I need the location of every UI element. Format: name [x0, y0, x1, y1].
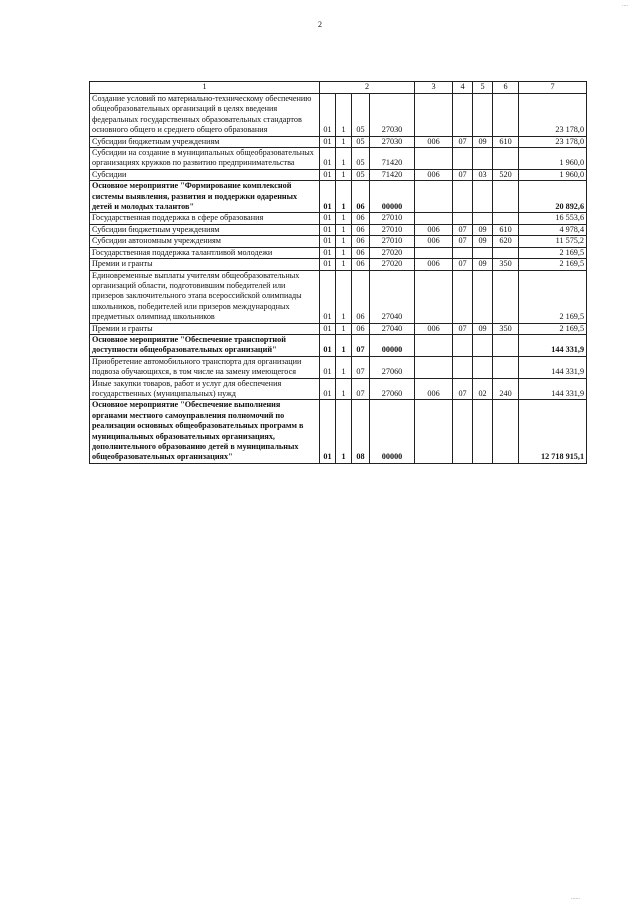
activity-code-cell: 06 [352, 247, 370, 258]
ministry-code-cell: 006 [415, 259, 453, 270]
subsection-code-cell [473, 181, 493, 213]
table-row [90, 136, 587, 147]
expense-type-cell: 240 [493, 378, 519, 400]
direction-code-cell: 27010 [370, 236, 415, 247]
subsection-code-cell: 09 [473, 136, 493, 147]
direction-code-cell: 00000 [370, 334, 415, 356]
subsection-code-cell [473, 400, 493, 463]
page-number: 2 [318, 20, 322, 29]
subsection-code-cell: 03 [473, 169, 493, 180]
program-code-cell: 01 [320, 236, 336, 247]
activity-code-cell: 06 [352, 259, 370, 270]
section-code-cell: 07 [453, 323, 473, 334]
expense-type-cell [493, 247, 519, 258]
ministry-code-cell: 006 [415, 236, 453, 247]
subprogram-code-cell: 1 [336, 181, 352, 213]
subprogram-code-cell: 1 [336, 136, 352, 147]
row-name-cell: Единовременные выплаты учителям общеобразовательных организаций области, подготовившим победителей или призеров заключительного этапа всероссийской олимпиады школьников, победителей или призеров международных предметных олимпиад школьников [90, 270, 320, 323]
direction-code-cell: 71420 [370, 169, 415, 180]
header-cell-4: 4 [453, 82, 473, 94]
activity-code-cell: 07 [352, 334, 370, 356]
subsection-code-cell [473, 270, 493, 323]
expense-type-cell [493, 334, 519, 356]
subprogram-code-cell: 1 [336, 169, 352, 180]
row-name-cell: Основное мероприятие "Обеспечение выполнения органами местного самоуправления полномочий по реализации основных общеобразовательных программ в муниципальных образовательных организациях, дополнительного образованию детей в муниципальных общеобразовательных организациях" [90, 400, 320, 463]
subprogram-code-cell: 1 [336, 400, 352, 463]
section-code-cell: 07 [453, 136, 473, 147]
subsection-code-cell [473, 247, 493, 258]
activity-code-cell: 06 [352, 236, 370, 247]
subprogram-code-cell: 1 [336, 323, 352, 334]
ministry-code-cell [415, 334, 453, 356]
direction-code-cell: 71420 [370, 148, 415, 170]
budget-table [89, 81, 587, 464]
activity-code-cell: 08 [352, 400, 370, 463]
table-row [90, 169, 587, 180]
activity-code-cell: 06 [352, 323, 370, 334]
expense-type-cell: 350 [493, 259, 519, 270]
expense-type-cell: 520 [493, 169, 519, 180]
direction-code-cell: 27030 [370, 94, 415, 137]
corner-mark-bottom: ...... [571, 895, 580, 901]
subprogram-code-cell: 1 [336, 236, 352, 247]
amount-cell: 23 178,0 [519, 136, 587, 147]
activity-code-cell: 06 [352, 224, 370, 235]
expense-type-cell: 610 [493, 224, 519, 235]
subsection-code-cell [473, 334, 493, 356]
program-code-cell: 01 [320, 148, 336, 170]
subprogram-code-cell: 1 [336, 247, 352, 258]
row-name-cell: Субсидии [90, 169, 320, 180]
section-code-cell: 07 [453, 259, 473, 270]
amount-cell: 1 960,0 [519, 148, 587, 170]
program-code-cell: 01 [320, 213, 336, 224]
direction-code-cell: 27020 [370, 259, 415, 270]
row-name-cell: Субсидии бюджетным учреждениям [90, 224, 320, 235]
program-code-cell: 01 [320, 270, 336, 323]
amount-cell: 4 978,4 [519, 224, 587, 235]
activity-code-cell: 05 [352, 94, 370, 137]
direction-code-cell: 00000 [370, 181, 415, 213]
subprogram-code-cell: 1 [336, 334, 352, 356]
header-cell-3: 3 [415, 82, 453, 94]
direction-code-cell: 27010 [370, 213, 415, 224]
amount-cell: 2 169,5 [519, 323, 587, 334]
direction-code-cell: 27030 [370, 136, 415, 147]
expense-type-cell [493, 270, 519, 323]
expense-type-cell [493, 356, 519, 378]
amount-cell: 144 331,9 [519, 356, 587, 378]
section-code-cell: 07 [453, 378, 473, 400]
subprogram-code-cell: 1 [336, 270, 352, 323]
activity-code-cell: 05 [352, 148, 370, 170]
program-code-cell: 01 [320, 378, 336, 400]
ministry-code-cell [415, 94, 453, 137]
ministry-code-cell [415, 247, 453, 258]
row-name-cell: Основное мероприятие "Обеспечение транспортной доступности общеобразовательных организаций" [90, 334, 320, 356]
subsection-code-cell [473, 94, 493, 137]
table-row [90, 356, 587, 378]
section-code-cell [453, 213, 473, 224]
row-name-cell: Государственная поддержка талантливой молодежи [90, 247, 320, 258]
program-code-cell: 01 [320, 136, 336, 147]
row-name-cell: Создание условий по материально-техническому обеспечению общеобразовательных организаций в целях введения федеральных государственных образовательных стандартов основного общего и среднего общего образования [90, 94, 320, 137]
row-name-cell: Приобретение автомобильного транспорта для организации подвоза обучающихся, в том числе на замену имеющегося [90, 356, 320, 378]
expense-type-cell [493, 148, 519, 170]
section-code-cell [453, 94, 473, 137]
ministry-code-cell: 006 [415, 224, 453, 235]
amount-cell: 11 575,2 [519, 236, 587, 247]
amount-cell: 20 892,6 [519, 181, 587, 213]
ministry-code-cell [415, 148, 453, 170]
expense-type-cell [493, 400, 519, 463]
amount-cell: 23 178,0 [519, 94, 587, 137]
ministry-code-cell: 006 [415, 169, 453, 180]
amount-cell: 12 718 915,1 [519, 400, 587, 463]
section-code-cell: 07 [453, 224, 473, 235]
table-row [90, 259, 587, 270]
program-code-cell: 01 [320, 356, 336, 378]
section-code-cell [453, 334, 473, 356]
program-code-cell: 01 [320, 247, 336, 258]
section-code-cell [453, 400, 473, 463]
activity-code-cell: 05 [352, 169, 370, 180]
direction-code-cell: 27020 [370, 247, 415, 258]
table-row [90, 400, 587, 463]
row-name-cell: Премии и гранты [90, 323, 320, 334]
section-code-cell [453, 181, 473, 213]
program-code-cell: 01 [320, 259, 336, 270]
table-row [90, 224, 587, 235]
section-code-cell [453, 270, 473, 323]
amount-cell: 144 331,9 [519, 378, 587, 400]
table-row [90, 94, 587, 137]
subprogram-code-cell: 1 [336, 148, 352, 170]
subsection-code-cell [473, 213, 493, 224]
program-code-cell: 01 [320, 94, 336, 137]
direction-code-cell: 27060 [370, 356, 415, 378]
direction-code-cell: 27040 [370, 323, 415, 334]
program-code-cell: 01 [320, 224, 336, 235]
direction-code-cell: 27060 [370, 378, 415, 400]
section-code-cell [453, 356, 473, 378]
table-row [90, 148, 587, 170]
program-code-cell: 01 [320, 334, 336, 356]
expense-type-cell [493, 181, 519, 213]
table-row [90, 213, 587, 224]
subsection-code-cell: 09 [473, 323, 493, 334]
table-row [90, 334, 587, 356]
subprogram-code-cell: 1 [336, 259, 352, 270]
table-row [90, 378, 587, 400]
ministry-code-cell [415, 270, 453, 323]
corner-mark-top: .... [622, 2, 628, 8]
direction-code-cell: 00000 [370, 400, 415, 463]
amount-cell: 1 960,0 [519, 169, 587, 180]
subsection-code-cell [473, 148, 493, 170]
expense-type-cell [493, 213, 519, 224]
activity-code-cell: 07 [352, 356, 370, 378]
direction-code-cell: 27010 [370, 224, 415, 235]
expense-type-cell: 610 [493, 136, 519, 147]
ministry-code-cell [415, 181, 453, 213]
ministry-code-cell [415, 356, 453, 378]
row-name-cell: Государственная поддержка в сфере образования [90, 213, 320, 224]
row-name-cell: Субсидии бюджетным учреждениям [90, 136, 320, 147]
table-row [90, 236, 587, 247]
section-code-cell: 07 [453, 169, 473, 180]
amount-cell: 2 169,5 [519, 259, 587, 270]
table-row [90, 270, 587, 323]
header-cell-6: 6 [493, 82, 519, 94]
header-cell-5: 5 [473, 82, 493, 94]
row-name-cell: Иные закупки товаров, работ и услуг для обеспечения государственных (муниципальных) нужд [90, 378, 320, 400]
ministry-code-cell [415, 213, 453, 224]
subprogram-code-cell: 1 [336, 378, 352, 400]
table-row [90, 247, 587, 258]
ministry-code-cell: 006 [415, 136, 453, 147]
subprogram-code-cell: 1 [336, 213, 352, 224]
section-code-cell: 07 [453, 236, 473, 247]
amount-cell: 144 331,9 [519, 334, 587, 356]
expense-type-cell [493, 94, 519, 137]
subsection-code-cell: 09 [473, 236, 493, 247]
section-code-cell [453, 247, 473, 258]
table-row [90, 323, 587, 334]
subprogram-code-cell: 1 [336, 356, 352, 378]
direction-code-cell: 27040 [370, 270, 415, 323]
table-row [90, 181, 587, 213]
row-name-cell: Субсидии автономным учреждениям [90, 236, 320, 247]
ministry-code-cell: 006 [415, 323, 453, 334]
amount-cell: 16 553,6 [519, 213, 587, 224]
row-name-cell: Премии и гранты [90, 259, 320, 270]
amount-cell: 2 169,5 [519, 270, 587, 323]
subsection-code-cell: 02 [473, 378, 493, 400]
row-name-cell: Субсидии на создание в муниципальных общеобразовательных организациях кружков по развитию предпринимательства [90, 148, 320, 170]
expense-type-cell: 350 [493, 323, 519, 334]
subprogram-code-cell: 1 [336, 224, 352, 235]
header-cell-1: 1 [90, 82, 320, 94]
ministry-code-cell: 006 [415, 378, 453, 400]
subprogram-code-cell: 1 [336, 94, 352, 137]
row-name-cell: Основное мероприятие "Формирование комплексной системы выявления, развития и поддержки одаренных детей и молодых талантов" [90, 181, 320, 213]
amount-cell: 2 169,5 [519, 247, 587, 258]
subsection-code-cell: 09 [473, 259, 493, 270]
subsection-code-cell: 09 [473, 224, 493, 235]
program-code-cell: 01 [320, 169, 336, 180]
ministry-code-cell [415, 400, 453, 463]
program-code-cell: 01 [320, 323, 336, 334]
program-code-cell: 01 [320, 181, 336, 213]
header-cell-2: 2 [320, 82, 415, 94]
activity-code-cell: 05 [352, 136, 370, 147]
program-code-cell: 01 [320, 400, 336, 463]
subsection-code-cell [473, 356, 493, 378]
section-code-cell [453, 148, 473, 170]
table-header-row [90, 82, 587, 94]
header-cell-7: 7 [519, 82, 587, 94]
activity-code-cell: 07 [352, 378, 370, 400]
activity-code-cell: 06 [352, 213, 370, 224]
activity-code-cell: 06 [352, 181, 370, 213]
activity-code-cell: 06 [352, 270, 370, 323]
expense-type-cell: 620 [493, 236, 519, 247]
table-body [90, 94, 587, 464]
